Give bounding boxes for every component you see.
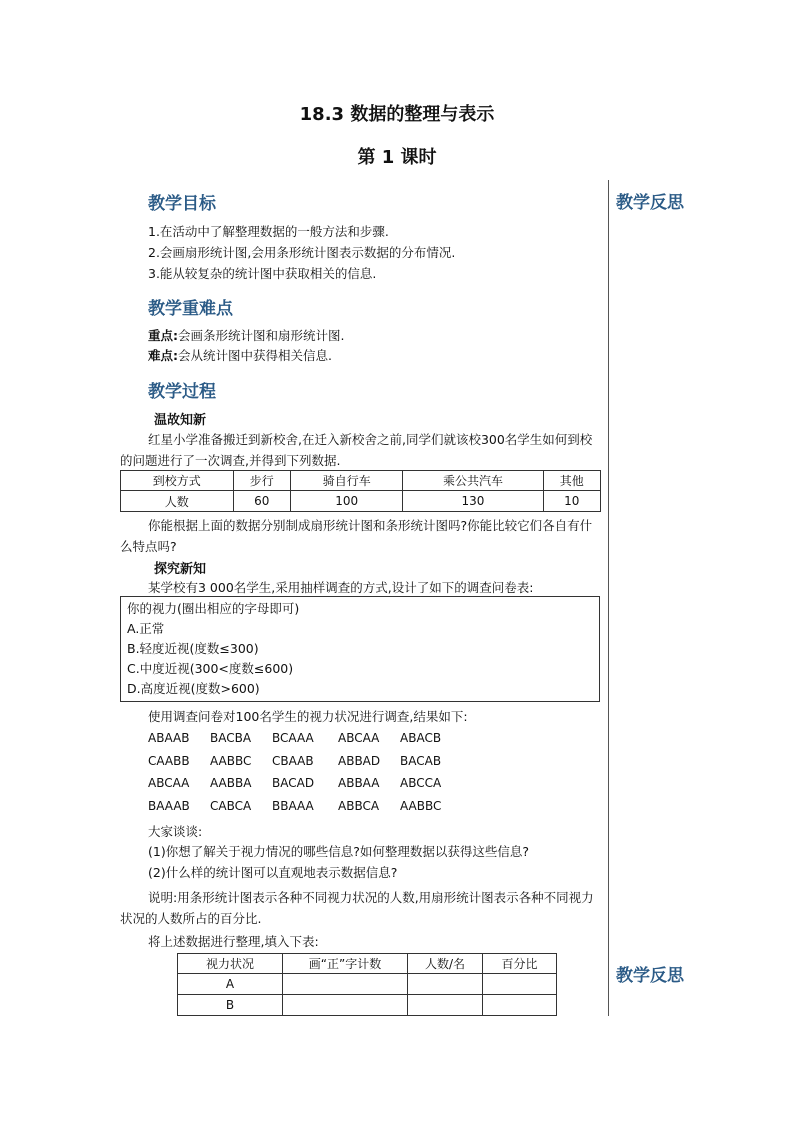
page-title: 18.3 数据的整理与表示 bbox=[299, 104, 495, 125]
lesson-subtitle: 第 1 课时 bbox=[357, 147, 437, 168]
table-cell bbox=[483, 995, 557, 1016]
discuss-title: 大家谈谈: bbox=[148, 824, 203, 839]
survey-line: C.中度近视(300<度数≤600) bbox=[127, 661, 294, 676]
code-cell: AABBC bbox=[210, 754, 252, 768]
code-cell: CBAAB bbox=[272, 754, 314, 768]
code-cell: ABBCA bbox=[338, 799, 380, 813]
code-cell: ABCAA bbox=[148, 776, 190, 790]
question-text: 你能根据上面的数据分别制成扇形统计图和条形统计图吗?你能比较它们各自有什么特点吗? bbox=[120, 518, 593, 554]
table-cell: 10 bbox=[543, 491, 600, 512]
table-cell: 骑自行车 bbox=[290, 471, 403, 491]
key-points-heading: 教学重难点 bbox=[148, 299, 233, 319]
explain-text: 说明:用条形统计图表示各种不同视力状况的人数,用扇形统计图表示各种不同视力状况的人数所占的百分比. bbox=[120, 890, 594, 926]
codes-row bbox=[148, 776, 462, 790]
table-row bbox=[121, 491, 601, 512]
difficulty-text: 会从统计图中获得相关信息. bbox=[178, 348, 332, 363]
code-cell: ABBAA bbox=[338, 776, 380, 790]
key-point-line bbox=[148, 327, 344, 345]
code-cell: ABAAB bbox=[148, 731, 190, 745]
table-row bbox=[178, 974, 557, 995]
explore-text: 某学校有3 000名学生,采用抽样调查的方式,设计了如下的调查问卷表: bbox=[148, 580, 534, 595]
table-cell: 100 bbox=[290, 491, 403, 512]
code-cell: ABBAD bbox=[338, 754, 381, 768]
code-cell: BAAAB bbox=[148, 799, 190, 813]
code-cell: BACAD bbox=[272, 776, 315, 790]
table-cell: 60 bbox=[233, 491, 290, 512]
table-cell: 画“正”字计数 bbox=[283, 954, 408, 974]
table-cell bbox=[283, 974, 408, 995]
code-cell: AABBC bbox=[400, 799, 442, 813]
table-cell: B bbox=[178, 995, 283, 1016]
code-cell: CAABB bbox=[148, 754, 190, 768]
code-cell: BBAAA bbox=[272, 799, 314, 813]
table-cell bbox=[408, 995, 483, 1016]
review-title: 温故知新 bbox=[154, 413, 207, 428]
table-cell: 百分比 bbox=[483, 954, 557, 974]
code-cell: BACAB bbox=[400, 754, 442, 768]
fill-instruction: 将上述数据进行整理,填入下表: bbox=[148, 934, 319, 949]
column-divider bbox=[608, 180, 609, 1016]
difficulty-label: 难点: bbox=[148, 348, 178, 363]
survey-line: 你的视力(圈出相应的字母即可) bbox=[127, 601, 300, 616]
survey-line: D.高度近视(度数>600) bbox=[127, 681, 260, 696]
result-text: 使用调查问卷对100名学生的视力状况进行调查,结果如下: bbox=[148, 709, 468, 724]
discuss-question-2: (2)什么样的统计图可以直观地表示数据信息? bbox=[148, 865, 398, 880]
goal-item: 3.能从较复杂的统计图中获取相关的信息. bbox=[148, 266, 377, 281]
code-cell: ABCCA bbox=[400, 776, 442, 790]
table-cell: 乘公共汽车 bbox=[403, 471, 543, 491]
table-cell: A bbox=[178, 974, 283, 995]
table-cell: 其他 bbox=[543, 471, 600, 491]
goal-item: 1.在活动中了解整理数据的一般方法和步骤. bbox=[148, 224, 389, 239]
codes-row bbox=[148, 731, 462, 745]
tally-table bbox=[177, 953, 557, 1016]
code-cell: BACBA bbox=[210, 731, 252, 745]
process-heading: 教学过程 bbox=[148, 382, 216, 402]
table-cell: 视力状况 bbox=[178, 954, 283, 974]
reflection-heading-1: 教学反思 bbox=[616, 193, 684, 213]
table-cell: 人数 bbox=[121, 491, 234, 512]
table-cell: 130 bbox=[403, 491, 543, 512]
review-text: 红星小学准备搬迁到新校舍,在迁入新校舍之前,同学们就该校300名学生如何到校的问题进行了一次调查,并得到下列数据. bbox=[120, 432, 593, 468]
survey-box bbox=[120, 596, 600, 702]
code-cell: AABBA bbox=[210, 776, 252, 790]
code-cell: CABCA bbox=[210, 799, 252, 813]
survey-line: A.正常 bbox=[127, 621, 165, 636]
reflection-heading-2: 教学反思 bbox=[616, 966, 684, 986]
table-cell: 步行 bbox=[233, 471, 290, 491]
key-text: 会画条形统计图和扇形统计图. bbox=[178, 328, 345, 343]
codes-row bbox=[148, 754, 462, 768]
goals-heading: 教学目标 bbox=[148, 194, 216, 214]
code-cell: ABACB bbox=[400, 731, 442, 745]
table-header-row bbox=[121, 471, 601, 491]
code-cell: BCAAA bbox=[272, 731, 314, 745]
transport-table bbox=[120, 470, 601, 512]
survey-line: B.轻度近视(度数≤300) bbox=[127, 641, 259, 656]
table-cell: 人数/名 bbox=[408, 954, 483, 974]
table-cell bbox=[483, 974, 557, 995]
difficulty-line bbox=[148, 347, 332, 365]
codes-row bbox=[148, 799, 462, 813]
table-row bbox=[178, 995, 557, 1016]
table-header-row bbox=[178, 954, 557, 974]
table-cell bbox=[283, 995, 408, 1016]
goal-item: 2.会画扇形统计图,会用条形统计图表示数据的分布情况. bbox=[148, 245, 456, 260]
key-label: 重点: bbox=[148, 328, 178, 343]
code-cell: ABCAA bbox=[338, 731, 380, 745]
discuss-question-1: (1)你想了解关于视力情况的哪些信息?如何整理数据以获得这些信息? bbox=[148, 844, 529, 859]
table-cell: 到校方式 bbox=[121, 471, 234, 491]
explore-title: 探究新知 bbox=[154, 562, 207, 577]
table-cell bbox=[408, 974, 483, 995]
